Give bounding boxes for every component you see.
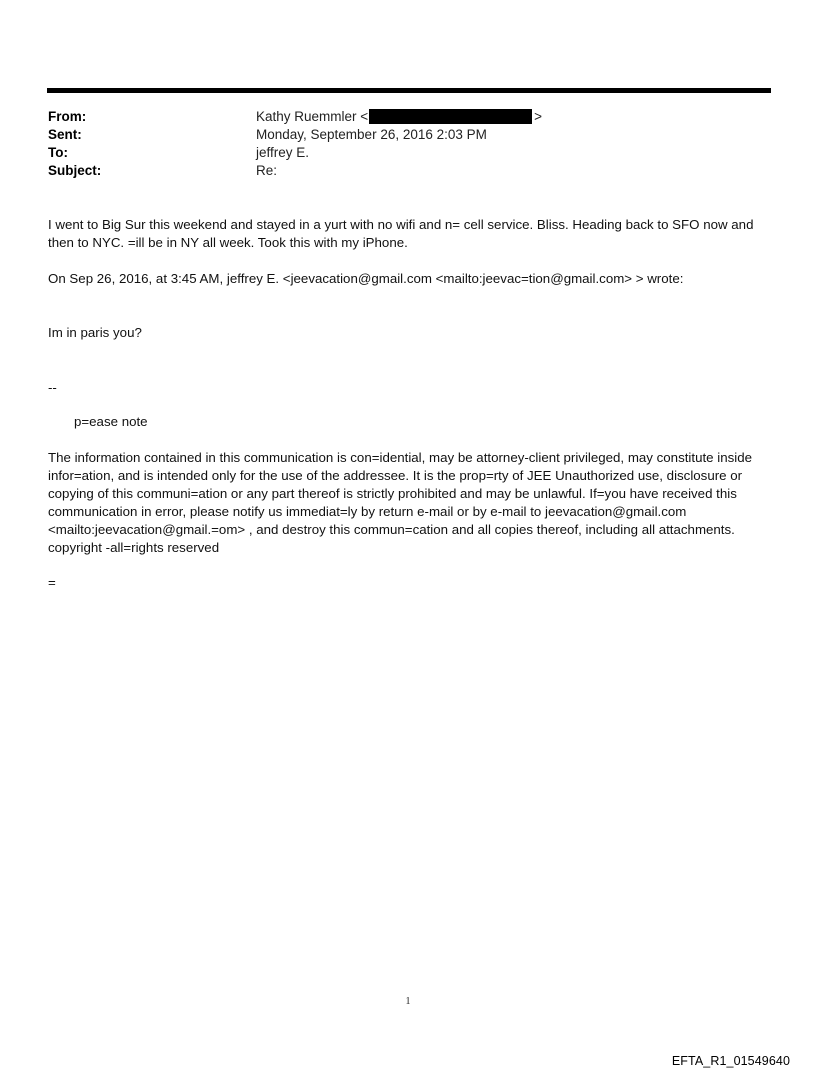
to-label: To:: [48, 145, 68, 160]
from-name: Kathy Ruemmler <: [256, 109, 369, 124]
to-row: [48, 144, 748, 162]
to-value: jeffrey E.: [256, 145, 310, 160]
bates-number: EFTA_R1_01549640: [671, 1054, 790, 1068]
page-number: 1: [405, 996, 411, 1007]
email-header: [48, 108, 748, 180]
reply-paragraph: I went to Big Sur this weekend and stayed in a yurt with no wifi and n= cell service. Bliss. Heading back to SFO now and then to NYC. =ill be in NY all week. Took this with my iPhone.: [48, 217, 754, 250]
from-row: [48, 108, 748, 126]
subject-row: [48, 162, 748, 180]
sent-label: Sent:: [48, 127, 82, 142]
quoted-message: Im in paris you?: [48, 325, 142, 340]
quote-header: On Sep 26, 2016, at 3:45 AM, jeffrey E. <jeevacation@gmail.com <mailto:jeevac=tion@gmail.com> > wrote:: [48, 271, 684, 286]
subject-value: Re:: [256, 163, 278, 178]
header-rule: [47, 88, 771, 93]
trailing-equals: =: [48, 575, 56, 590]
redaction-box: [369, 109, 532, 124]
sent-row: [48, 126, 748, 144]
from-label: From:: [48, 109, 87, 124]
from-value: [256, 108, 748, 126]
from-close: >: [534, 109, 543, 124]
subject-label: Subject:: [48, 163, 102, 178]
disclaimer-paragraph: The information contained in this communication is con=idential, may be attorney-client privileged, may constitute inside infor=ation, and is intended only for the use of the addressee. It is the prop=rty of JEE Unauthorized use, disclosure or copying of this communi=ation or any part thereof is strictly prohibited and may be unlawful. If=you have received this communication in error, please notify us immediat=ly by return e-mail or by e-mail to jeevacation@gmail.com <mailto:jeevacation@gmail.=om> , and destroy this commun=cation and all copies thereof, including all attachments. copyright -all=rights reserved: [48, 450, 752, 555]
signature-separator: --: [48, 380, 57, 395]
sent-value: Monday, September 26, 2016 2:03 PM: [256, 127, 487, 142]
please-note: p=ease note: [74, 414, 148, 429]
